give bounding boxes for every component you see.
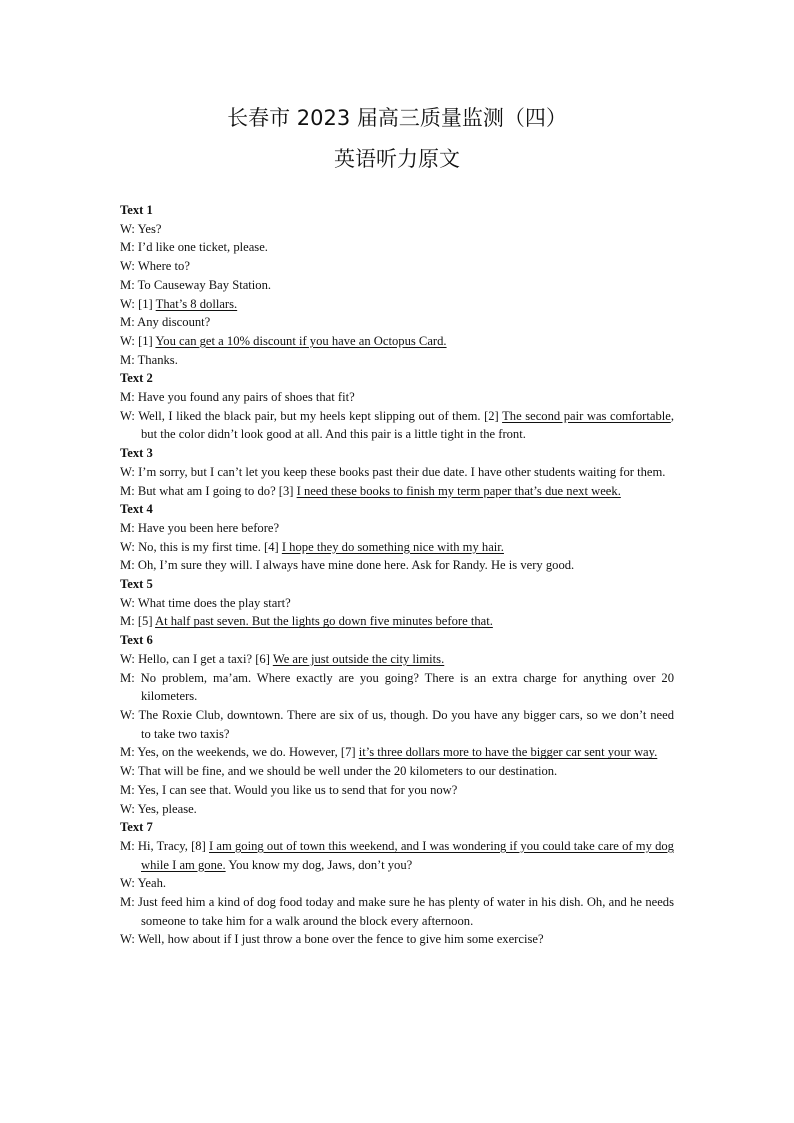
answer-key-segment: I hope they do something nice with my hair. [281, 539, 504, 554]
dialogue-line [120, 482, 674, 501]
dialogue-text: W: Yes, please. [120, 801, 197, 816]
dialogue-text: M: Oh, I’m sure they will. I always have mine done here. Ask for Randy. He is very good. [120, 558, 575, 573]
dialogue-text: M: But what am I going to do? [3] [120, 483, 297, 498]
dialogue-line [120, 351, 674, 370]
answer-key-segment: You can get a 10% discount if you have an Octopus Card. [155, 333, 447, 348]
dialogue-text: W: Where to? [120, 259, 190, 274]
dialogue-line [120, 220, 674, 239]
dialogue-text: W: Well, I liked the black pair, but my heels kept slipping out of them. [2] [120, 408, 503, 423]
dialogue-line [120, 276, 674, 295]
dialogue-text: W: I’m sorry, but I can’t let you keep these books past their due date. I have other students waiting for them. [120, 464, 666, 479]
section-heading: Text 2 [120, 371, 153, 386]
dialogue-text: You know my dog, Jaws, don’t you? [225, 857, 413, 872]
section-heading: Text 7 [120, 820, 153, 835]
dialogue-line [120, 781, 674, 800]
answer-key-segment: I need these books to finish my term paper that’s due next week. [296, 483, 621, 498]
dialogue-line [120, 743, 674, 762]
dialogue-line [120, 669, 674, 706]
section-heading: Text 5 [120, 577, 153, 592]
dialogue-text: M: Any discount? [120, 315, 211, 330]
dialogue-text: , but the color didn’t look good at all. And this pair is a little tight in the front. [141, 408, 674, 442]
dialogue-line [120, 407, 674, 444]
dialogue-text: M: [5] [120, 614, 155, 629]
dialogue-text: W: Well, how about if I just throw a bone over the fence to give him some exercise? [120, 932, 544, 947]
dialogue-text: W: No, this is my first time. [4] [120, 539, 282, 554]
dialogue-text: M: Hi, Tracy, [8] [120, 838, 209, 853]
dialogue-text: W: [1] [120, 333, 156, 348]
section-heading: Text 1 [120, 203, 153, 217]
dialogue-text: W: That will be fine, and we should be well under the 20 kilometers to our destination. [120, 764, 558, 779]
answer-key-segment: We are just outside the city limits. [272, 651, 445, 666]
dialogue-text: M: Yes, I can see that. Would you like us to send that for you now? [120, 782, 458, 797]
section-heading: Text 3 [120, 446, 153, 461]
answer-key-segment: At half past seven. But the lights go down five minutes before that. [154, 614, 493, 629]
dialogue-line [120, 893, 674, 930]
dialogue-line [120, 612, 674, 631]
answer-key-segment: The second pair was comfortable [502, 408, 671, 423]
dialogue-text: M: Have you found any pairs of shoes that fit? [120, 390, 355, 405]
dialogue-line [120, 837, 674, 874]
dialogue-line [120, 594, 674, 613]
dialogue-text: W: [1] [120, 296, 156, 311]
dialogue-line [120, 762, 674, 781]
dialogue-text: W: The Roxie Club, downtown. There are six of us, though. Do you have any bigger cars, so we don’t need to take two taxis? [120, 707, 674, 741]
dialogue-line [120, 388, 674, 407]
answer-key-segment: I am going out of town this weekend, and I was wondering if you could take care of my dog while I am gone. [141, 838, 674, 872]
document-title: 长春市 2023 届高三质量监测（四） [227, 106, 567, 130]
section-heading: Text 4 [120, 502, 153, 517]
dialogue-line [120, 650, 674, 669]
dialogue-text: M: Yes, on the weekends, we do. However, [7] [120, 745, 359, 760]
dialogue-line [120, 238, 674, 257]
dialogue-text: M: No problem, ma’am. Where exactly are you going? There is an extra charge for anything over 20 kilometers. [120, 670, 674, 704]
dialogue-text: W: What time does the play start? [120, 595, 291, 610]
dialogue-line [120, 295, 674, 314]
dialogue-text: W: Yeah. [120, 876, 167, 891]
dialogue-line [120, 332, 674, 351]
dialogue-line [120, 313, 674, 332]
dialogue-line [120, 556, 674, 575]
dialogue-line [120, 706, 674, 743]
section-heading: Text 6 [120, 633, 153, 648]
dialogue-line [120, 874, 674, 893]
transcript-body [120, 201, 674, 949]
dialogue-line [120, 538, 674, 557]
dialogue-text: M: Have you been here before? [120, 520, 280, 535]
dialogue-text: M: To Causeway Bay Station. [120, 277, 272, 292]
dialogue-text: W: Yes? [120, 221, 162, 236]
dialogue-text: M: Thanks. [120, 352, 178, 367]
dialogue-line [120, 257, 674, 276]
dialogue-line [120, 463, 674, 482]
dialogue-text: M: Just feed him a kind of dog food today and make sure he has plenty of water in his dish. Oh, and he needs someone to take him for a walk around the block every afternoon. [120, 895, 674, 928]
answer-key-segment: it’s three dollars more to have the bigger car sent your way. [358, 745, 658, 760]
dialogue-text: W: Hello, can I get a taxi? [6] [120, 651, 273, 666]
dialogue-text: M: I’d like one ticket, please. [120, 240, 268, 255]
dialogue-line [120, 519, 674, 538]
answer-key-segment: That’s 8 dollars. [155, 296, 238, 311]
dialogue-line [120, 930, 674, 949]
document-subtitle: 英语听力原文 [334, 147, 460, 171]
dialogue-line [120, 800, 674, 819]
